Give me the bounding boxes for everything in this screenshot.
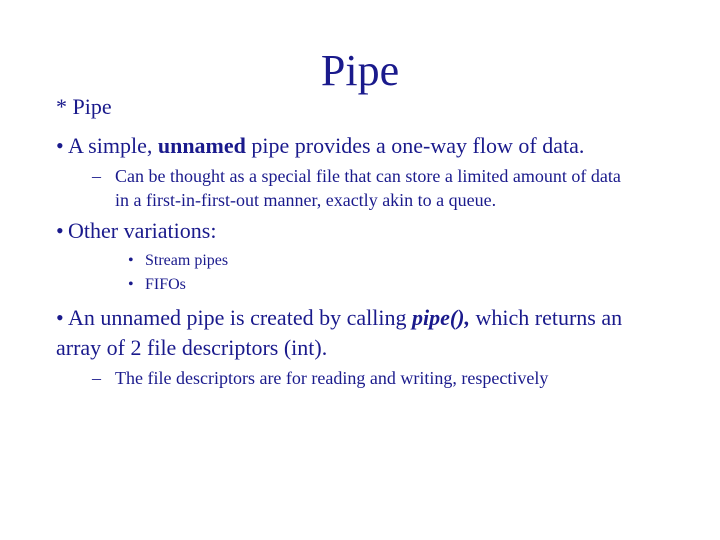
subbullet-fifos: FIFOs: [145, 276, 186, 293]
subbullet-descriptors: The file descriptors are for reading and writing, respectively: [115, 368, 549, 388]
subbullet-special-file-line2: in a first-in-first-out manner, exactly akin to a queue.: [115, 190, 497, 210]
bullet-text: pipe provides a one-way flow of data.: [245, 133, 585, 158]
bullet-icon: •: [128, 252, 134, 269]
bullet-icon: •: [56, 218, 64, 243]
bullet-text: which returns an: [469, 305, 623, 330]
bullet-text: A simple,: [68, 133, 158, 158]
bullet-unnamed-pipe: [68, 131, 584, 161]
bullet-other-variations: Other variations:: [68, 218, 217, 243]
bullet-pipe-call-line2: array of 2 file descriptors (int).: [56, 335, 328, 360]
bullet-icon: •: [128, 276, 134, 293]
bullet-icon: •: [56, 305, 64, 330]
bullet-text: An unnamed pipe is created by calling: [68, 305, 412, 330]
bullet-emphasis: unnamed: [157, 133, 246, 158]
subbullet-stream-pipes: Stream pipes: [145, 252, 229, 269]
dash-icon: –: [92, 166, 101, 186]
bullet-pipe-call-line1: [68, 303, 622, 333]
bullet-icon: •: [56, 133, 64, 158]
dash-icon: –: [92, 368, 101, 388]
slide-title: Pipe: [320, 46, 400, 95]
bullet-code-emphasis: pipe(),: [411, 305, 470, 330]
subbullet-special-file-line1: Can be thought as a special file that can store a limited amount of data: [115, 166, 621, 186]
pre-title-text: * Pipe: [56, 94, 112, 119]
